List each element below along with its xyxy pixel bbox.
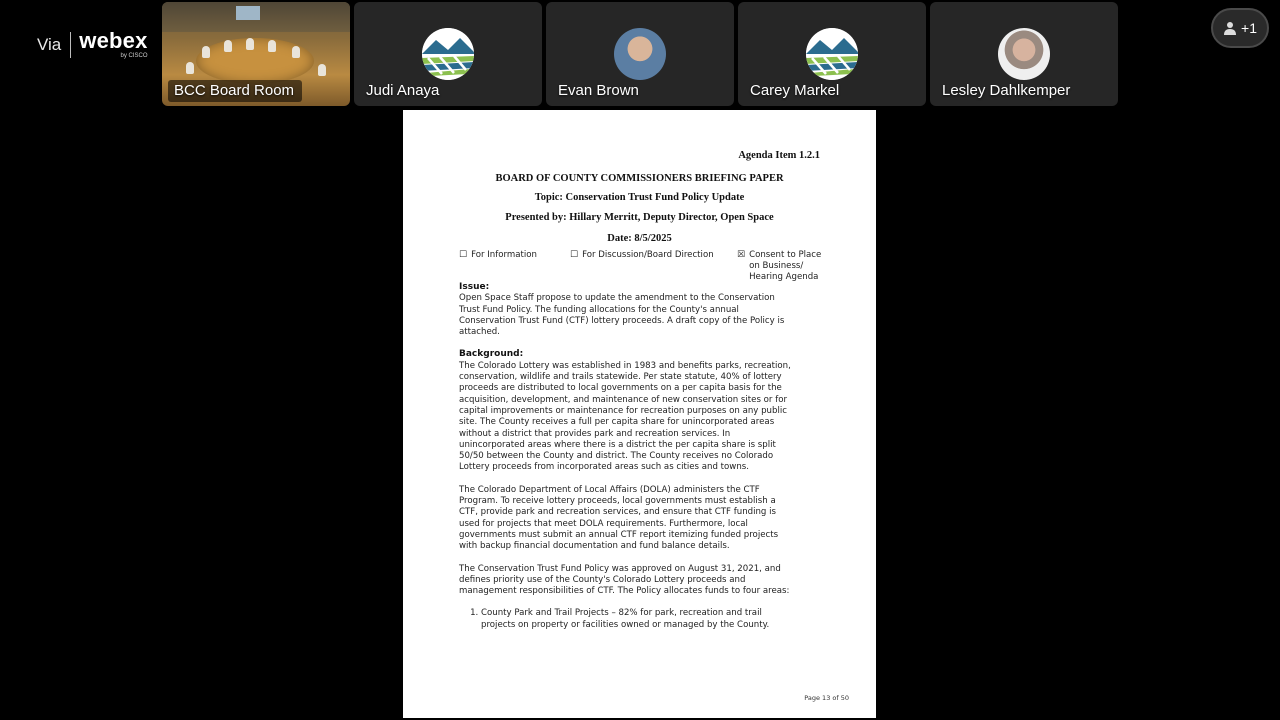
- checkbox-for-information: [459, 250, 537, 260]
- issue-heading: Issue:: [459, 282, 490, 292]
- document-title: BOARD OF COUNTY COMMISSIONERS BRIEFING PAPER: [495, 173, 784, 184]
- checkbox-consent: [737, 250, 827, 283]
- room-screen: [236, 6, 260, 20]
- checkbox-label: For Discussion/Board Direction: [582, 250, 714, 260]
- checkbox-for-discussion: [570, 250, 714, 260]
- participant-tile-bcc-board-room[interactable]: [162, 2, 350, 106]
- room-attendee: [292, 46, 300, 58]
- avatar: [998, 28, 1050, 80]
- checkbox-label: Consent to Place on Business/ Hearing Agenda: [749, 250, 822, 282]
- room-attendee: [246, 38, 254, 50]
- room-attendee: [186, 62, 194, 74]
- issue-text: Open Space Staff propose to update the amendment to the Conservation Trust Fund Policy. The funding allocations for the County's annual Conservation Trust Fund (CTF) lottery proceeds. A draft copy of the Policy is attached.: [459, 293, 785, 338]
- background-paragraph-2: The Colorado Department of Local Affairs (DOLA) administers the CTF Program. To receive lottery proceeds, local governments must establish a CTF, provide park and recreation services, and ensure that CTF funding is used for projects that meet DOLA requirements. Furthermore, local governments must submit an annual CTF report itemizing funded projects with backup financial documentation and fund balance details.: [459, 484, 779, 552]
- brand-divider: [70, 32, 71, 58]
- more-participants-button[interactable]: [1211, 8, 1269, 48]
- participant-name: Carey Markel: [750, 82, 840, 99]
- allocation-list: [459, 608, 824, 631]
- background-heading: Background:: [459, 349, 524, 360]
- room-attendee: [224, 40, 232, 52]
- agenda-item: Agenda Item 1.2.1: [738, 150, 820, 161]
- person-icon: [1223, 21, 1237, 35]
- webex-logo: [79, 30, 147, 59]
- participant-tile-carey-markel[interactable]: [738, 2, 926, 106]
- room-attendee: [268, 40, 276, 52]
- participant-name: Lesley Dahlkemper: [942, 82, 1071, 99]
- county-logo-avatar: [422, 28, 474, 80]
- brand-via: Via: [37, 34, 62, 54]
- checkbox-label: For Information: [471, 250, 537, 260]
- participant-name: BCC Board Room: [174, 82, 295, 99]
- mountain-logo-icon: [806, 28, 858, 80]
- document-body: [459, 282, 824, 631]
- mountain-logo-icon: [422, 28, 474, 80]
- checked-box-icon: ☒: [737, 250, 746, 260]
- unchecked-box-icon: ☐: [459, 250, 468, 260]
- participant-tile-lesley-dahlkemper[interactable]: [930, 2, 1118, 106]
- avatar: [614, 28, 666, 80]
- room-attendee: [318, 64, 326, 76]
- webex-wordmark: webex: [79, 28, 148, 53]
- background-paragraph-1: The Colorado Lottery was established in 1983 and benefits parks, recreation, conservation, wildlife and trails statewide. Per state statute, 40% of lottery proceeds are distributed to local governments on a per capita basis for the acquisition, development, and maintenance of new conservation sites or for capital improvements or maintenance for recreation purposes on any public site. The County receives a full per capita share for unincorporated areas without a district that provides park and recreation services. In unincorporated areas where there is a district the per capita share is split 50/50 between the County and district. The County receives no Colorado Lottery proceeds from incorporated areas such as cities and towns.: [459, 360, 791, 473]
- county-logo-avatar: [806, 28, 858, 80]
- more-participants-count: +1: [1241, 20, 1257, 36]
- participant-tile-evan-brown[interactable]: [546, 2, 734, 106]
- list-item: 1. County Park and Trail Projects – 82% for park, recreation and trail projects on property or facilities owned or managed by the County.: [481, 608, 824, 631]
- unchecked-box-icon: ☐: [570, 250, 579, 260]
- participant-strip: [162, 2, 1118, 106]
- background-paragraph-3: The Conservation Trust Fund Policy was approved on August 31, 2021, and defines priority use of the County's Colorado Lottery proceeds and management responsibilities of CTF. The Policy allocates funds to four areas:: [459, 563, 790, 597]
- document-topic: Topic: Conservation Trust Fund Policy Update: [534, 192, 745, 203]
- cisco-byline: by CISCO: [120, 53, 148, 59]
- room-table: [196, 38, 314, 84]
- participant-name: Evan Brown: [558, 82, 639, 99]
- participant-tile-judi-anaya[interactable]: [354, 2, 542, 106]
- shared-document[interactable]: [403, 110, 876, 718]
- document-date: Date: 8/5/2025: [607, 233, 672, 244]
- room-attendee: [202, 46, 210, 58]
- participant-name: Judi Anaya: [366, 82, 440, 99]
- document-presenter: Presented by: Hillary Merritt, Deputy Director, Open Space: [505, 212, 774, 223]
- page-number: Page 13 of 50: [804, 694, 849, 702]
- webex-brand: [37, 30, 148, 59]
